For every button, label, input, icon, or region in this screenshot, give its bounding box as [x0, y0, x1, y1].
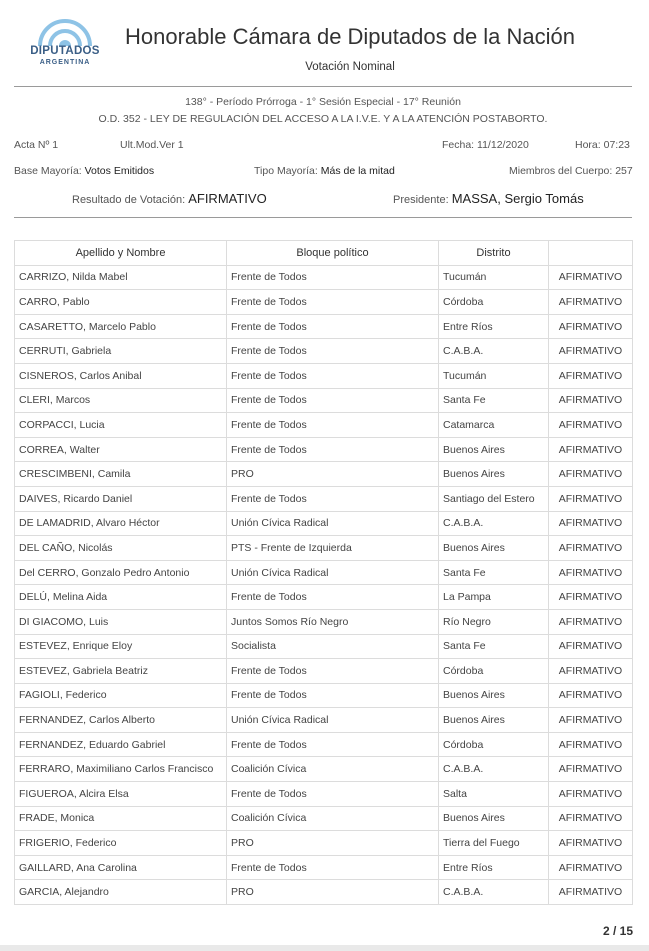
political-bloc: Frente de Todos: [227, 782, 439, 807]
political-bloc: Frente de Todos: [227, 265, 439, 290]
political-bloc: Juntos Somos Río Negro: [227, 609, 439, 634]
legislator-name: CORREA, Walter: [15, 437, 227, 462]
vote-value: AFIRMATIVO: [549, 265, 633, 290]
legislator-name: GAILLARD, Ana Carolina: [15, 855, 227, 880]
table-row: [15, 560, 633, 585]
table-row: [15, 683, 633, 708]
legislator-name: DAIVES, Ricardo Daniel: [15, 486, 227, 511]
table-row: [15, 486, 633, 511]
members-field: [509, 165, 633, 177]
header-vote: [549, 241, 633, 266]
time-value: 07:23: [603, 139, 630, 151]
legislator-name: FERRARO, Maximiliano Carlos Francisco: [15, 757, 227, 782]
legislator-name: CRESCIMBENI, Camila: [15, 462, 227, 487]
political-bloc: PRO: [227, 831, 439, 856]
political-bloc: Frente de Todos: [227, 659, 439, 684]
district: Buenos Aires: [439, 536, 549, 561]
majority-type-label: Tipo Mayoría:: [254, 165, 318, 177]
vote-value: AFIRMATIVO: [549, 388, 633, 413]
district: Buenos Aires: [439, 683, 549, 708]
district: Entre Ríos: [439, 314, 549, 339]
vote-value: AFIRMATIVO: [549, 732, 633, 757]
divider-bottom: [14, 217, 632, 218]
district: Santiago del Estero: [439, 486, 549, 511]
political-bloc: Unión Cívica Radical: [227, 511, 439, 536]
political-bloc: Frente de Todos: [227, 388, 439, 413]
district: Córdoba: [439, 290, 549, 315]
political-bloc: Frente de Todos: [227, 339, 439, 364]
vote-result-field: [72, 191, 267, 206]
vote-value: AFIRMATIVO: [549, 806, 633, 831]
table-row: [15, 806, 633, 831]
district: Buenos Aires: [439, 708, 549, 733]
vote-value: AFIRMATIVO: [549, 634, 633, 659]
political-bloc: Frente de Todos: [227, 855, 439, 880]
divider-top: [14, 86, 632, 87]
table-row: [15, 314, 633, 339]
legislator-name: CORPACCI, Lucia: [15, 413, 227, 438]
district: Córdoba: [439, 659, 549, 684]
legislator-name: ESTEVEZ, Enrique Eloy: [15, 634, 227, 659]
vote-value: AFIRMATIVO: [549, 363, 633, 388]
table-row: [15, 880, 633, 905]
district: Santa Fe: [439, 634, 549, 659]
district: Buenos Aires: [439, 437, 549, 462]
political-bloc: Frente de Todos: [227, 363, 439, 388]
vote-value: AFIRMATIVO: [549, 585, 633, 610]
table-row: [15, 708, 633, 733]
legislator-name: ESTEVEZ, Gabriela Beatriz: [15, 659, 227, 684]
table-row: [15, 363, 633, 388]
logo-wordmark: DIPUTADOS: [30, 45, 100, 57]
table-row: [15, 831, 633, 856]
table-row: [15, 462, 633, 487]
legislator-name: FRIGERIO, Federico: [15, 831, 227, 856]
district: Entre Ríos: [439, 855, 549, 880]
sun-rays-icon: [26, 14, 104, 46]
vote-value: AFIRMATIVO: [549, 683, 633, 708]
table-row: [15, 265, 633, 290]
district: La Pampa: [439, 585, 549, 610]
vote-value: AFIRMATIVO: [549, 831, 633, 856]
political-bloc: Unión Cívica Radical: [227, 560, 439, 585]
president-label: Presidente:: [393, 194, 449, 206]
document-title: Honorable Cámara de Diputados de la Nación: [124, 24, 576, 49]
table-row: [15, 585, 633, 610]
majority-base-field: [14, 165, 154, 177]
political-bloc: Frente de Todos: [227, 486, 439, 511]
political-bloc: Unión Cívica Radical: [227, 708, 439, 733]
legislator-name: DELÚ, Melina Aida: [15, 585, 227, 610]
political-bloc: Frente de Todos: [227, 732, 439, 757]
table-row: [15, 290, 633, 315]
table-row: [15, 732, 633, 757]
vote-value: AFIRMATIVO: [549, 314, 633, 339]
legislator-name: GARCIA, Alejandro: [15, 880, 227, 905]
vote-value: AFIRMATIVO: [549, 462, 633, 487]
time-label: Hora:: [575, 139, 601, 151]
last-modified-version: Ult.Mod.Ver 1: [120, 139, 184, 151]
district: Córdoba: [439, 732, 549, 757]
vote-value: AFIRMATIVO: [549, 560, 633, 585]
political-bloc: Frente de Todos: [227, 290, 439, 315]
majority-base-label: Base Mayoría:: [14, 165, 82, 177]
president-value: MASSA, Sergio Tomás: [451, 191, 584, 206]
district: Santa Fe: [439, 388, 549, 413]
political-bloc: PTS - Frente de Izquierda: [227, 536, 439, 561]
legislator-name: FAGIOLI, Federico: [15, 683, 227, 708]
majority-base-value: Votos Emitidos: [84, 165, 155, 177]
diputados-logo: [26, 14, 104, 74]
vote-value: AFIRMATIVO: [549, 609, 633, 634]
political-bloc: PRO: [227, 880, 439, 905]
table-row: [15, 413, 633, 438]
district: Tucumán: [439, 363, 549, 388]
political-bloc: Frente de Todos: [227, 437, 439, 462]
district: Tucumán: [439, 265, 549, 290]
district: C.A.B.A.: [439, 511, 549, 536]
vote-value: AFIRMATIVO: [549, 339, 633, 364]
legislator-name: DE LAMADRID, Alvaro Héctor: [15, 511, 227, 536]
vote-result-label: Resultado de Votación:: [72, 194, 186, 206]
document-subtitle: Votación Nominal: [305, 61, 395, 73]
time-field: [575, 139, 630, 151]
district: Santa Fe: [439, 560, 549, 585]
political-bloc: Socialista: [227, 634, 439, 659]
table-row: [15, 339, 633, 364]
vote-value: AFIRMATIVO: [549, 437, 633, 462]
vote-value: AFIRMATIVO: [549, 880, 633, 905]
acta-number: Acta Nº 1: [14, 139, 59, 151]
logo-subtext: ARGENTINA: [39, 59, 91, 66]
members-value: 257: [615, 165, 633, 177]
legislator-name: FIGUEROA, Alcira Elsa: [15, 782, 227, 807]
legislator-name: CARRIZO, Nilda Mabel: [15, 265, 227, 290]
table-header-row: [15, 241, 633, 266]
president-field: [393, 191, 584, 206]
political-bloc: Frente de Todos: [227, 413, 439, 438]
vote-value: AFIRMATIVO: [549, 855, 633, 880]
legislator-name: CERRUTI, Gabriela: [15, 339, 227, 364]
district: Salta: [439, 782, 549, 807]
political-bloc: Coalición Cívica: [227, 757, 439, 782]
district: C.A.B.A.: [439, 880, 549, 905]
vote-table: [14, 240, 633, 905]
table-row: [15, 536, 633, 561]
vote-value: AFIRMATIVO: [549, 782, 633, 807]
date-label: Fecha:: [442, 139, 475, 151]
vote-result-value: AFIRMATIVO: [188, 191, 267, 206]
political-bloc: Frente de Todos: [227, 585, 439, 610]
legislator-name: CISNEROS, Carlos Anibal: [15, 363, 227, 388]
order-of-day-line: O.D. 352 - LEY DE REGULACIÓN DEL ACCESO A LA I.V.E. Y A LA ATENCIÓN POSTABORTO.: [98, 113, 548, 125]
district: Catamarca: [439, 413, 549, 438]
legislator-name: CASARETTO, Marcelo Pablo: [15, 314, 227, 339]
vote-value: AFIRMATIVO: [549, 486, 633, 511]
legislator-name: Del CERRO, Gonzalo Pedro Antonio: [15, 560, 227, 585]
page-number: 2 / 15: [602, 924, 633, 938]
date-field: [442, 139, 529, 151]
vote-value: AFIRMATIVO: [549, 511, 633, 536]
date-value: 11/12/2020: [477, 139, 529, 151]
majority-type-value: Más de la mitad: [320, 165, 395, 177]
header-name: Apellido y Nombre: [15, 241, 227, 266]
legislator-name: FERNANDEZ, Carlos Alberto: [15, 708, 227, 733]
vote-value: AFIRMATIVO: [549, 708, 633, 733]
table-row: [15, 659, 633, 684]
vote-value: AFIRMATIVO: [549, 290, 633, 315]
legislator-name: DEL CAÑO, Nicolás: [15, 536, 227, 561]
table-row: [15, 634, 633, 659]
table-row: [15, 511, 633, 536]
vote-value: AFIRMATIVO: [549, 536, 633, 561]
district: Tierra del Fuego: [439, 831, 549, 856]
political-bloc: PRO: [227, 462, 439, 487]
political-bloc: Coalición Cívica: [227, 806, 439, 831]
header-district: Distrito: [439, 241, 549, 266]
political-bloc: Frente de Todos: [227, 314, 439, 339]
table-row: [15, 782, 633, 807]
table-row: [15, 855, 633, 880]
table-row: [15, 757, 633, 782]
district: Buenos Aires: [439, 462, 549, 487]
table-row: [15, 609, 633, 634]
legislator-name: DI GIACOMO, Luis: [15, 609, 227, 634]
table-row: [15, 437, 633, 462]
district: Río Negro: [439, 609, 549, 634]
district: Buenos Aires: [439, 806, 549, 831]
members-label: Miembros del Cuerpo:: [509, 165, 613, 177]
district: C.A.B.A.: [439, 339, 549, 364]
political-bloc: Frente de Todos: [227, 683, 439, 708]
table-row: [15, 388, 633, 413]
legislator-name: FERNANDEZ, Eduardo Gabriel: [15, 732, 227, 757]
vote-value: AFIRMATIVO: [549, 659, 633, 684]
vote-value: AFIRMATIVO: [549, 413, 633, 438]
legislator-name: CLERI, Marcos: [15, 388, 227, 413]
session-line: 138° - Período Prórroga - 1° Sesión Especial - 17° Reunión: [185, 96, 461, 108]
legislator-name: CARRO, Pablo: [15, 290, 227, 315]
majority-type-field: [254, 165, 395, 177]
vote-value: AFIRMATIVO: [549, 757, 633, 782]
district: C.A.B.A.: [439, 757, 549, 782]
legislator-name: FRADE, Monica: [15, 806, 227, 831]
header-bloc: Bloque político: [227, 241, 439, 266]
